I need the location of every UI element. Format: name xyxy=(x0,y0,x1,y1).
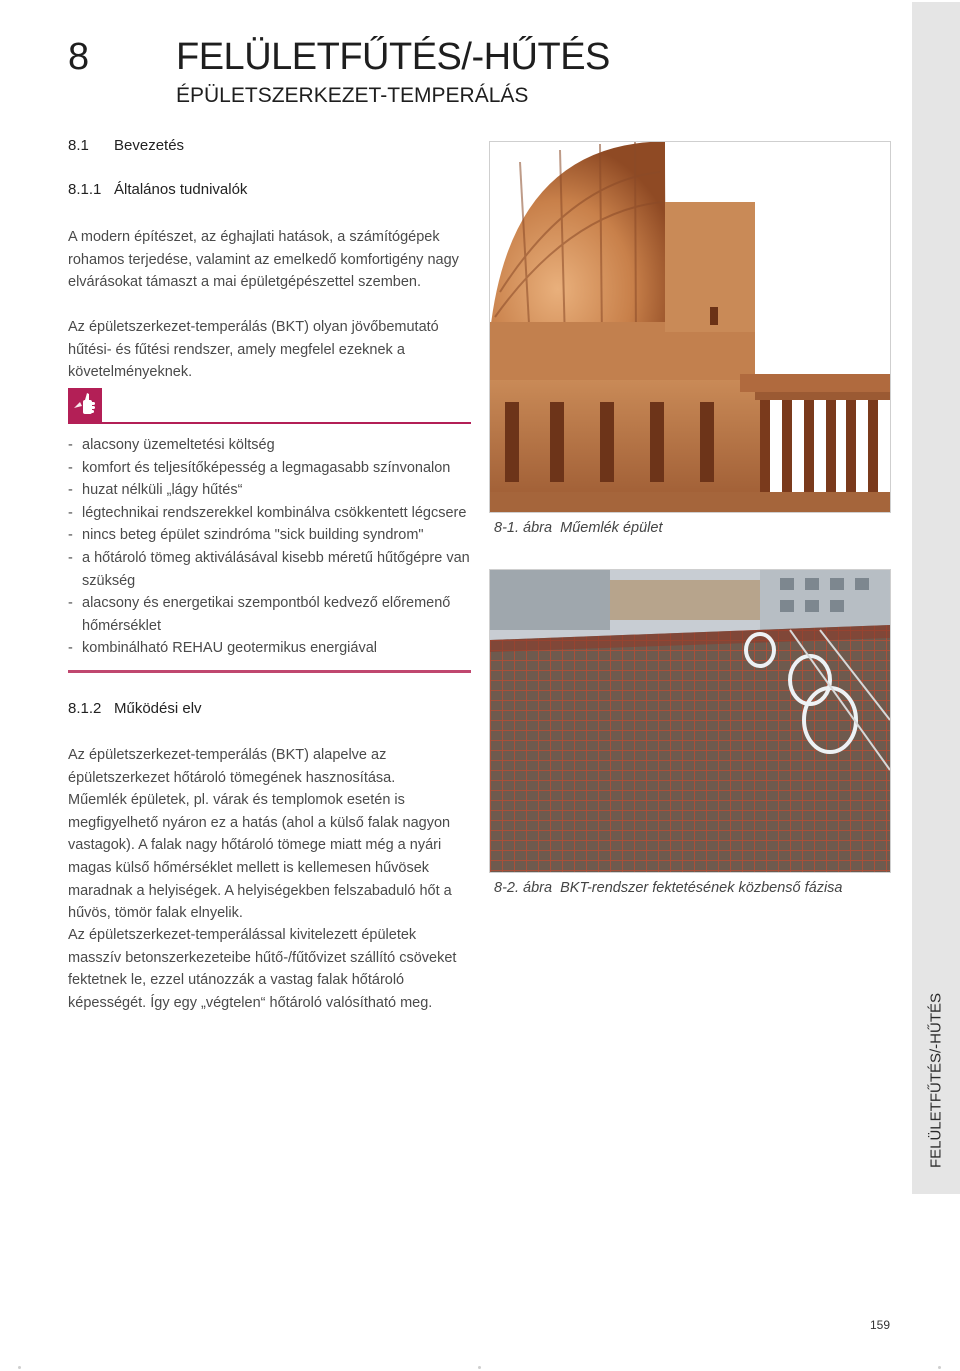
section-heading-8-1 xyxy=(68,137,184,154)
section-title: Általános tudnivalók xyxy=(114,181,248,198)
chapter-number: 8 xyxy=(68,36,89,78)
list-item: - alacsony és energetikai szempontból kedvező előremenő hőmérséklet xyxy=(68,592,471,637)
page-number: 159 xyxy=(869,1318,890,1332)
paragraph: Az épületszerkezet-temperálás (BKT) olyan jövőbemutató hűtési- és fűtési rendszer, amely megfelel ezeknek a követelményeknek. xyxy=(68,319,439,381)
benefits-footer-rule xyxy=(68,670,471,673)
crop-mark xyxy=(938,1366,941,1369)
section-number: 8.1 xyxy=(68,137,89,154)
crop-mark xyxy=(478,1366,481,1369)
figure-8-2-caption xyxy=(494,880,842,896)
chapter-title: FELÜLETFŰTÉS/-HŰTÉS xyxy=(176,36,610,78)
figure-caption: BKT-rendszer fektetésének közbenső fázisa xyxy=(560,880,843,896)
paragraph: Az épületszerkezet-temperálással kivitelezett épületek masszív betonszerkezeteibe hűtő-/fűtővizet szállító csöveket fektetnek le, ezzel utánozzák a vastag falak hőtároló képességét. Így egy „végtelen“ hőtároló valósítható meg. xyxy=(68,927,457,1011)
crop-mark xyxy=(18,1366,21,1369)
section-title: Működési elv xyxy=(114,700,202,717)
figure-8-1-image xyxy=(489,141,891,513)
paragraph: Az épületszerkezet-temperálás (BKT) alapelve az épületszerkezet hőtároló tömegének hasznosítása. xyxy=(68,747,396,786)
list-item: - a hőtároló tömeg aktiválásával kisebb méretű hűtőgépre van szükség xyxy=(68,547,471,592)
figure-8-2-image xyxy=(489,569,891,873)
thumbs-up-icon xyxy=(68,388,102,422)
list-item: - huzat nélküli „lágy hűtés“ xyxy=(68,479,471,502)
section-number: 8.1.1 xyxy=(68,181,102,198)
benefits-list xyxy=(68,434,471,660)
paragraph: A modern építészet, az éghajlati hatások, a számítógépek rohamos terjedése, valamint az emelkedő komfortigény nagy elvárásokat támaszt a mai épületgépészettel szemben. xyxy=(68,229,459,291)
benefits-header-rule xyxy=(68,386,471,424)
principle-paragraph-2 xyxy=(68,924,473,1014)
benefits-box xyxy=(68,386,471,673)
section-title: Bevezetés xyxy=(114,137,185,154)
section-number: 8.1.2 xyxy=(68,700,102,717)
chapter-subtitle: ÉPÜLETSZERKEZET-TEMPERÁLÁS xyxy=(176,84,529,107)
section-heading-8-1-2 xyxy=(68,700,202,717)
side-tab-label: FELÜLETFŰTÉS/-HŰTÉS xyxy=(927,992,945,1168)
list-item: - alacsony üzemeltetési költség xyxy=(68,434,471,457)
principle-paragraph-1 xyxy=(68,744,473,925)
list-item: - kombinálható REHAU geotermikus energiával xyxy=(68,637,471,660)
figure-caption: Műemlék épület xyxy=(560,520,663,536)
section-heading-8-1-1 xyxy=(68,181,247,198)
chapter-side-tab xyxy=(912,2,960,1194)
list-item: - nincs beteg épület szindróma "sick building syndrom" xyxy=(68,524,471,547)
figure-8-1-caption xyxy=(494,520,662,536)
figure-label: 8-1. ábra xyxy=(494,520,553,536)
paragraph: Műemlék épületek, pl. várak és templomok esetén is megfigyelhető nyáron ez a hatás (ahol a külső falak nagyon vastagok). A falak nagy hőtároló tömege miatt még a nyári magas külső hőmérséklet mellett is kellemesen hűvösek maradnak a helyiségek. A helyiségekben felszabaduló hőt a hűvös, tömör falak elnyelik. xyxy=(68,792,452,922)
figure-label: 8-2. ábra xyxy=(494,880,553,896)
list-item: - komfort és teljesítőképesség a legmagasabb színvonalon xyxy=(68,457,471,480)
list-item: - légtechnikai rendszerekkel kombinálva csökkentett légcsere xyxy=(68,502,471,525)
intro-paragraph xyxy=(68,226,473,294)
bkt-paragraph xyxy=(68,316,473,384)
